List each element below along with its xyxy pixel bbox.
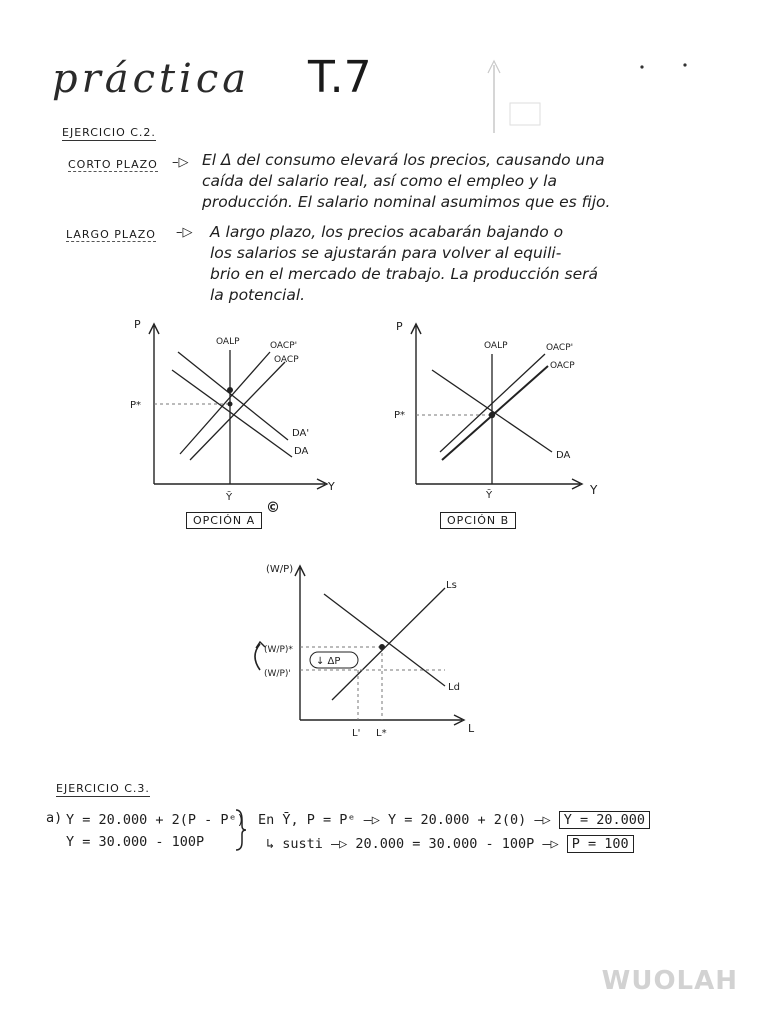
option-a-caption: OPCIÓN A — [186, 512, 262, 529]
graph-a-output-label: Ȳ — [226, 492, 233, 503]
short-run-line-2: caída del salario real, así como el empleo y la — [202, 172, 557, 190]
c3-brace — [234, 808, 248, 852]
labor-demand-label: Ld — [448, 682, 460, 693]
short-run-text — [202, 150, 610, 213]
labor-supply-line — [332, 588, 445, 700]
option-b-caption: OPCIÓN B — [440, 512, 516, 529]
labor-lprime-label: L' — [352, 728, 361, 739]
c3-step-2 — [266, 836, 634, 852]
exercise-c2-heading: EJERCICIO C.2. — [62, 126, 156, 139]
c3-equation-1: Y = 20.000 + 2(P - Pᵉ) — [66, 812, 245, 828]
long-run-arrow: –▷ — [176, 225, 193, 240]
graph-a-da-label: DA — [294, 446, 309, 457]
c3-result-1: Y = 20.000 — [559, 811, 650, 829]
graph-b-equilibrium — [489, 412, 495, 418]
option-a-mark: © — [266, 500, 280, 516]
graph-a-da-prime-label: DA' — [292, 428, 310, 439]
graph-a-x-label: Y — [328, 480, 335, 493]
c3-result-2: P = 100 — [567, 835, 634, 853]
page-title-word: práctica — [52, 56, 251, 102]
labor-demand-line — [324, 594, 445, 686]
labor-y-label: (W/P) — [266, 564, 294, 575]
long-run-line-2: los salarios se ajustarán para volver al equili- — [210, 244, 562, 262]
labor-supply-label: Ls — [446, 580, 457, 591]
graph-b-oacp-prime-label: OACP' — [546, 343, 574, 353]
graph-labor-market — [240, 548, 500, 748]
graph-option-a — [120, 312, 350, 512]
graph-a-da — [172, 370, 292, 457]
long-run-line-4: la potencial. — [210, 286, 306, 304]
graph-a-y-label: P — [134, 318, 141, 331]
graph-a-da-prime — [178, 352, 288, 440]
graph-b-da-label: DA — [556, 450, 571, 461]
labor-curved-arrow — [255, 644, 260, 670]
c3-step-1 — [258, 812, 650, 828]
labor-note: ↓ ΔP — [316, 656, 341, 667]
page-title-number: T.7 — [308, 52, 372, 103]
c3-equation-2: Y = 30.000 - 100P — [66, 834, 205, 850]
graph-a-oacp — [190, 362, 285, 460]
watermark-logo: WUOLAH — [601, 966, 738, 996]
graph-a-oacp-prime — [180, 352, 270, 454]
graph-b-output-label: Ȳ — [486, 490, 493, 501]
graph-b-y-label: P — [396, 320, 403, 333]
long-run-line-3: brio en el mercado de trabajo. La producción será — [210, 265, 598, 283]
pencil-marks — [480, 55, 700, 145]
labor-wage-prime-label: (W/P)' — [264, 669, 291, 679]
graph-b-oacp-label: OACP — [550, 361, 575, 371]
c3-step-2-text: ↳ susti –▷ 20.000 = 30.000 - 100P –▷ — [266, 836, 559, 852]
labor-equilibrium — [379, 644, 385, 650]
long-run-label: LARGO PLAZO — [66, 228, 156, 241]
labor-lstar-label: L* — [376, 728, 387, 739]
graph-a-oacp-label: OACP — [274, 355, 299, 365]
exercise-c3-heading: EJERCICIO C.3. — [56, 782, 150, 795]
graph-a-price-label: P* — [130, 400, 142, 411]
graph-b-x-label: Y — [590, 483, 598, 497]
short-run-arrow: –▷ — [172, 155, 189, 170]
long-run-line-1: A largo plazo, los precios acabarán bajando o — [210, 223, 564, 241]
graph-option-b — [380, 312, 610, 512]
graph-a-equilibrium-2 — [228, 402, 233, 407]
labor-x-label: L — [468, 722, 475, 735]
graph-a-oalp-label: OALP — [216, 337, 240, 347]
labor-wage-star-label: (W/P)* — [264, 645, 293, 655]
c3-step-1-text: En Ȳ, P = Pᵉ –▷ Y = 20.000 + 2(0) –▷ — [258, 812, 551, 828]
short-run-line-1: El Δ del consumo elevará los precios, causando una — [202, 151, 605, 169]
short-run-line-3: producción. El salario nominal asumimos que es fijo. — [202, 193, 611, 211]
c3-part-label: a) — [46, 810, 63, 826]
long-run-text — [210, 222, 598, 306]
graph-a-equilibrium — [227, 387, 233, 393]
graph-a-oacp-prime-label: OACP' — [270, 341, 298, 351]
short-run-label: CORTO PLAZO — [68, 158, 158, 171]
graph-b-price-label: P* — [394, 410, 406, 421]
graph-b-oalp-label: OALP — [484, 341, 508, 351]
